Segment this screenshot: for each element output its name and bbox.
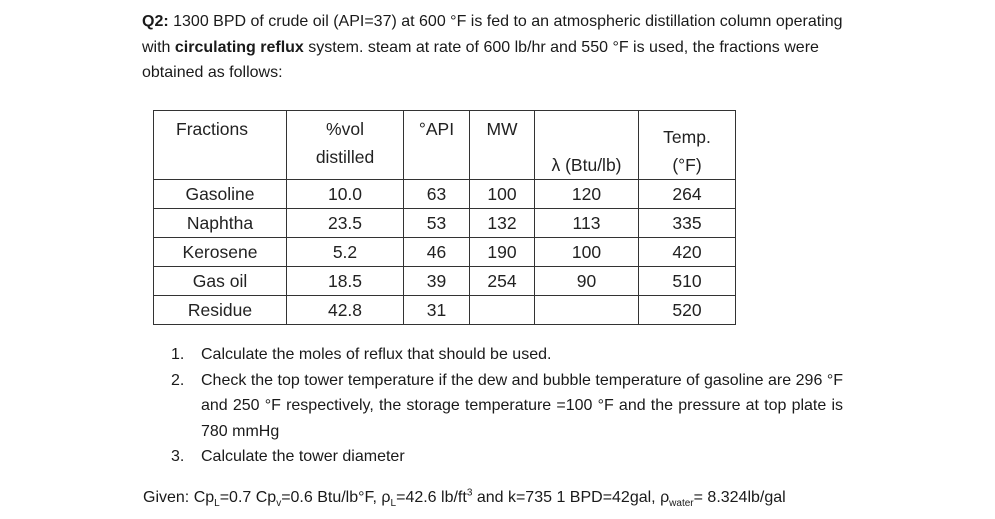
cell-temp: 520 <box>639 296 736 325</box>
list-item <box>171 368 843 445</box>
table-row <box>154 267 736 296</box>
header-temp: Temp. (°F) <box>639 111 736 180</box>
task-text: Check the top tower temperature if the dew and bubble temperature of gasoline are 296 °F and 250 °F respectively, the storage temperature =100 °F and the pressure at top plate is 780 mmHg <box>201 371 843 440</box>
task-number: 1. <box>171 346 185 363</box>
cell-vol: 23.5 <box>287 209 404 238</box>
cell-lambda: 113 <box>535 209 639 238</box>
fractions-table <box>153 110 736 325</box>
cell-temp: 335 <box>639 209 736 238</box>
header-fractions: Fractions <box>154 111 287 180</box>
cell-api: 53 <box>404 209 470 238</box>
cell-fraction: Gas oil <box>154 267 287 296</box>
table-row <box>154 296 736 325</box>
cell-mw <box>470 296 535 325</box>
cell-lambda: 100 <box>535 238 639 267</box>
task-list <box>171 342 843 470</box>
cell-vol: 10.0 <box>287 180 404 209</box>
table-row <box>154 209 736 238</box>
cell-vol: 42.8 <box>287 296 404 325</box>
cell-mw: 254 <box>470 267 535 296</box>
header-mw: MW <box>470 111 535 180</box>
header-lambda: λ (Btu/lb) <box>535 111 639 180</box>
cell-fraction: Kerosene <box>154 238 287 267</box>
task-number: 3. <box>171 448 185 465</box>
cell-api: 39 <box>404 267 470 296</box>
task-number: 2. <box>171 371 185 389</box>
question-label: Q2: <box>142 13 169 30</box>
cell-lambda: 90 <box>535 267 639 296</box>
header-api: °API <box>404 111 470 180</box>
cell-fraction: Naphtha <box>154 209 287 238</box>
task-text: Calculate the moles of reflux that should be used. <box>201 346 552 363</box>
header-vol-distilled: %vol distilled <box>287 111 404 180</box>
bold-term: circulating reflux <box>174 38 304 56</box>
cell-mw: 132 <box>470 209 535 238</box>
table-row <box>154 180 736 209</box>
cell-api: 63 <box>404 180 470 209</box>
table-header-row <box>154 111 736 180</box>
intro-text-2: system. steam at rate of 600 lb/hr and 550 °F is used, the fractions were obtained as follows: <box>142 38 819 81</box>
cell-lambda: 120 <box>535 180 639 209</box>
intro-text-1: 1300 BPD of crude oil (API=37) at 600 °F is fed to an atmospheric distillation column operating with <box>142 13 843 56</box>
list-item <box>171 342 843 368</box>
table-row <box>154 238 736 267</box>
cell-mw: 190 <box>470 238 535 267</box>
task-text: Calculate the tower diameter <box>201 448 405 465</box>
problem-statement <box>142 9 847 86</box>
cell-api: 31 <box>404 296 470 325</box>
cell-fraction: Residue <box>154 296 287 325</box>
cell-temp: 264 <box>639 180 736 209</box>
cell-fraction: Gasoline <box>154 180 287 209</box>
cell-temp: 420 <box>639 238 736 267</box>
cell-vol: 18.5 <box>287 267 404 296</box>
given-data: Given: $Cp_L=0.7$ $Cp_v=0.6$ Btu/lb°F, $\rho_L=42.6$ $lb/ft^3$ and k=735 1 BPD=42gal, $\rho_{water}= 8.324lb/gal$ <box>143 487 786 510</box>
cell-vol: 5.2 <box>287 238 404 267</box>
cell-lambda <box>535 296 639 325</box>
cell-temp: 510 <box>639 267 736 296</box>
list-item <box>171 444 843 470</box>
cell-api: 46 <box>404 238 470 267</box>
cell-mw: 100 <box>470 180 535 209</box>
